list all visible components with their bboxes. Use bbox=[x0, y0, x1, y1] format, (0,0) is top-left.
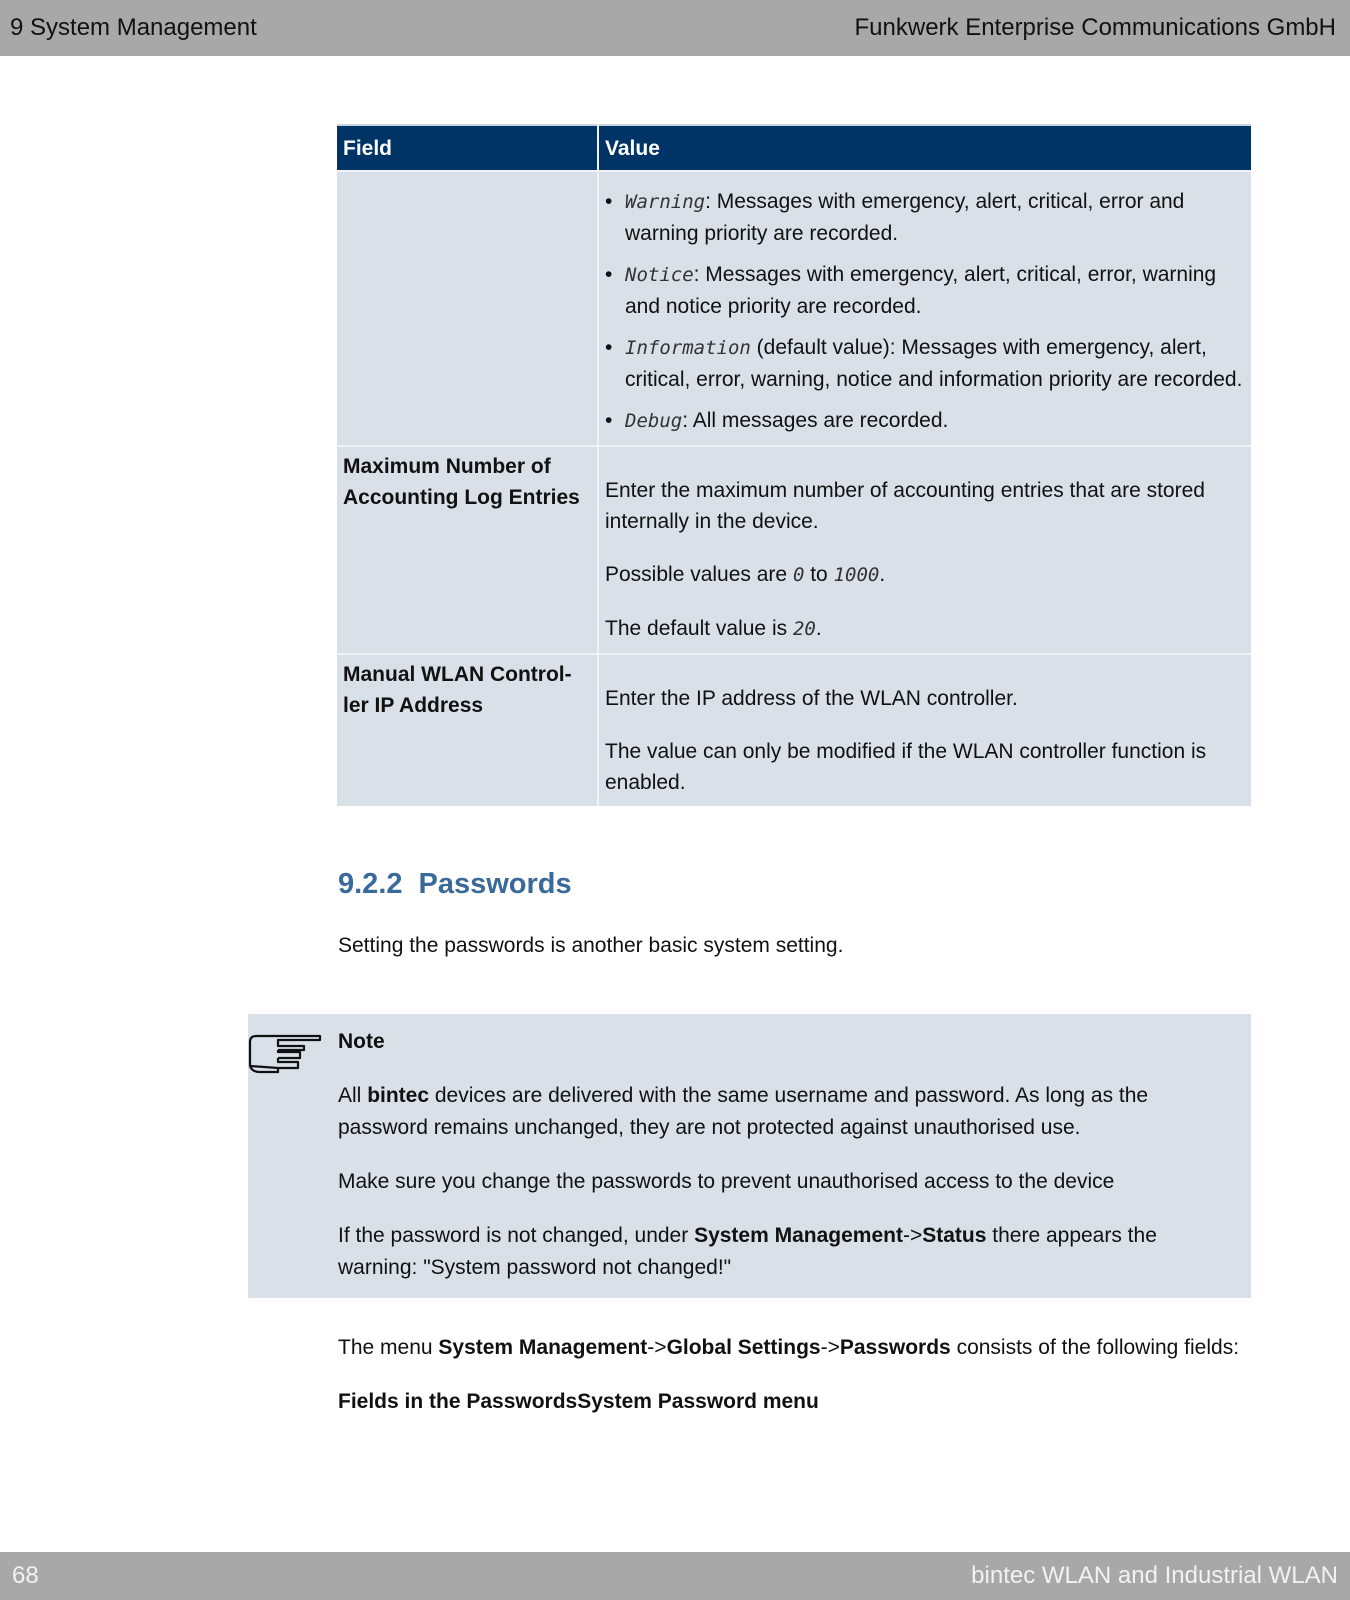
value-cell bbox=[598, 446, 1251, 654]
range-text bbox=[605, 559, 1245, 591]
menu-path-item: Status bbox=[922, 1224, 987, 1247]
fields-heading: Fields in the PasswordsSystem Password menu bbox=[338, 1390, 819, 1413]
pointing-hand-icon bbox=[248, 1032, 322, 1076]
value-cell bbox=[598, 654, 1251, 806]
text-fragment: to bbox=[804, 563, 834, 586]
company-name: Funkwerk Enterprise Communications GmbH bbox=[854, 14, 1336, 41]
product-name: bintec WLAN and Industrial WLAN bbox=[971, 1562, 1338, 1589]
brand-name: bintec bbox=[367, 1084, 430, 1107]
path-arrow: -> bbox=[902, 1224, 923, 1247]
field-cell bbox=[337, 654, 598, 806]
option-term: Information bbox=[625, 337, 751, 359]
field-cell bbox=[337, 446, 598, 654]
section-heading bbox=[338, 868, 572, 901]
menu-path-item: System Management bbox=[694, 1224, 903, 1247]
table-row bbox=[337, 171, 1251, 446]
note-paragraph bbox=[338, 1220, 1198, 1284]
note-box bbox=[248, 1014, 1251, 1298]
column-header-field: Field bbox=[337, 125, 598, 171]
page-header bbox=[0, 0, 1350, 56]
list-item bbox=[625, 332, 1245, 395]
option-term: Debug bbox=[625, 410, 683, 432]
menu-path-item: System Management bbox=[438, 1336, 648, 1359]
option-term: Notice bbox=[625, 264, 694, 286]
note-paragraph: Make sure you change the passwords to prevent unauthorised access to the device bbox=[338, 1170, 1115, 1193]
description-text: The value can only be modified if the WLAN controller function is enabled. bbox=[605, 740, 1207, 794]
field-name: Maximum Number of Accounting Log Entries bbox=[343, 455, 580, 509]
menu-path-item: Passwords bbox=[839, 1336, 951, 1359]
option-description: : Messages with emergency, alert, critical, error, warning and notice priority are recorded. bbox=[625, 263, 1217, 318]
priority-list bbox=[605, 186, 1245, 437]
list-item bbox=[625, 405, 1245, 437]
text-fragment: . bbox=[815, 617, 822, 640]
text-fragment: devices are delivered with the same username and password. As long as the password remains unchanged, they are not protected against unauthorised use. bbox=[338, 1084, 1149, 1139]
field-cell bbox=[337, 171, 598, 446]
default-text bbox=[605, 613, 1245, 645]
path-arrow: -> bbox=[647, 1336, 667, 1359]
table-row bbox=[337, 446, 1251, 654]
note-paragraph bbox=[338, 1080, 1198, 1144]
text-fragment: If the password is not changed, under bbox=[338, 1224, 695, 1247]
table-header-row bbox=[337, 125, 1251, 171]
list-item bbox=[625, 186, 1245, 249]
menu-path-item: Global Settings bbox=[666, 1336, 821, 1359]
description-text: Enter the IP address of the WLAN controller. bbox=[605, 687, 1018, 710]
page-footer bbox=[0, 1552, 1350, 1600]
column-header-value: Value bbox=[598, 125, 1251, 171]
path-arrow: -> bbox=[820, 1336, 840, 1359]
text-fragment: Possible values are bbox=[605, 563, 793, 586]
default-value: 20 bbox=[792, 618, 816, 640]
option-description: : Messages with emergency, alert, critical, error and warning priority are recorded. bbox=[625, 190, 1185, 245]
text-fragment: there appears the warning: "System password not changed!" bbox=[338, 1224, 1157, 1279]
list-item bbox=[625, 259, 1245, 322]
text-fragment: . bbox=[879, 563, 886, 586]
section-title: Passwords bbox=[418, 868, 572, 900]
menu-paragraph bbox=[338, 1332, 1258, 1364]
text-fragment: consists of the following fields: bbox=[950, 1336, 1240, 1359]
option-term: Warning bbox=[625, 191, 706, 213]
section-intro: Setting the passwords is another basic system setting. bbox=[338, 934, 844, 957]
option-description: : All messages are recorded. bbox=[682, 409, 949, 432]
menu-description bbox=[338, 1332, 1258, 1440]
section-number: 9.2.2 bbox=[338, 868, 403, 900]
text-fragment: The menu bbox=[338, 1336, 439, 1359]
page-number: 68 bbox=[12, 1562, 39, 1589]
note-content bbox=[338, 1026, 1198, 1306]
text-fragment: The default value is bbox=[605, 617, 793, 640]
note-title: Note bbox=[338, 1030, 385, 1053]
max-value: 1000 bbox=[833, 564, 880, 586]
field-value-table bbox=[337, 124, 1251, 806]
field-name: Manual WLAN Control-ler IP Address bbox=[343, 663, 572, 717]
value-cell bbox=[598, 171, 1251, 446]
chapter-title: 9 System Management bbox=[10, 14, 257, 41]
description-text: Enter the maximum number of accounting entries that are stored internally in the device. bbox=[605, 479, 1205, 533]
text-fragment: All bbox=[338, 1084, 368, 1107]
option-description: (default value): Messages with emergency, alert, critical, error, warning, notice and information priority are recorded. bbox=[625, 336, 1243, 391]
table-row bbox=[337, 654, 1251, 806]
min-value: 0 bbox=[792, 564, 805, 586]
